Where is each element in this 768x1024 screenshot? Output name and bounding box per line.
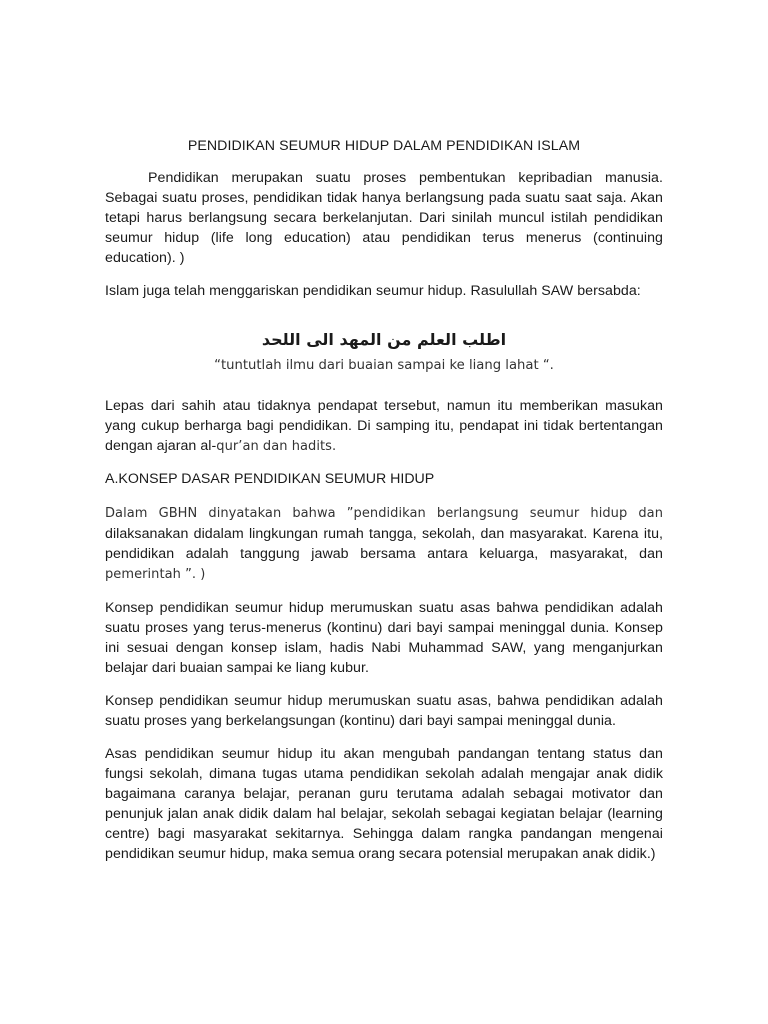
paragraph-concept-1: Konsep pendidikan seumur hidup merumuskan suatu asas bahwa pendidikan adalah suatu proses yang terus-menerus (kontinu) dari bayi sampai meninggal dunia. Konsep ini sesuai dengan konsep islam, hadis Nabi Muhammad SAW, yang menganjurkan belajar dari buaian sampai ke liang kubur. [105,600,663,676]
document-title: PENDIDIKAN SEUMUR HIDUP DALAM PENDIDIKAN ISLAM [187,138,581,154]
paragraph-gbhn-end: pemerintah ”. ) [105,567,206,582]
section-heading: A.KONSEP DASAR PENDIDIKAN SEUMUR HIDUP [105,471,435,487]
paragraph-gbhn-start: Dalam GBHN dinyatakan bahwa ”pendidikan berlangsung seumur hidup dan [105,506,663,521]
paragraph-commentary [105,396,663,457]
paragraph-commentary-main: Lepas dari sahih atau tidaknya pendapat tersebut, namun itu memberikan masukan yang cukup berharga bagi pendidikan. Di samping itu, pendapat ini tidak bertentangan dengan ajaran al- [105,398,663,454]
document-body [105,137,663,864]
paragraph-principle: Asas pendidikan seumur hidup itu akan mengubah pandangan tentang status dan fungsi sekolah, dimana tugas utama pendidikan sekolah adalah mengajar anak didik bagaimana caranya belajar, peranan guru terutama adalah sebagai motivator dan penunjuk jalan anak didik dalam hal belajar, sekolah sebagai kegiatan belajar (learning centre) bagi masyarakat sekitarnya. Sehingga dalam rangka pandangan mengenai pendidikan seumur hidup, maka semua orang secara potensial merupakan anak didik.) [105,746,663,862]
paragraph-gbhn [105,503,663,585]
paragraph-concept-2: Konsep pendidikan seumur hidup merumuskan suatu asas, bahwa pendidikan adalah suatu proses yang berkelangsungan (kontinu) dari bayi sampai meninggal dunia. [105,693,663,729]
paragraph-commentary-end: qur’an dan hadits. [216,439,337,454]
hadith-translation: “tuntutlah ilmu dari buaian sampai ke liang lahat “. [214,358,554,373]
paragraph-introduction: Pendidikan merupakan suatu proses pembentukan kepribadian manusia. Sebagai suatu proses, pendidikan tidak hanya berlangsung pada suatu saat saja. Akan tetapi harus berlangsung secara berkelanjutan. Dari sinilah muncul istilah pendidikan seumur hidup (life long education) atau pendidikan terus menerus (continuing education). ) [105,170,663,266]
arabic-hadith-text: اطلب العلم من المهد الى اللحد [261,330,507,349]
paragraph-hadith-intro: Islam juga telah menggariskan pendidikan seumur hidup. Rasulullah SAW bersabda: [105,283,641,299]
paragraph-gbhn-middle: dilaksanakan didalam lingkungan rumah tangga, sekolah, dan masyarakat. Karena itu, pendidikan adalah tanggung jawab bersama antara keluarga, masyarakat, dan [105,526,663,562]
